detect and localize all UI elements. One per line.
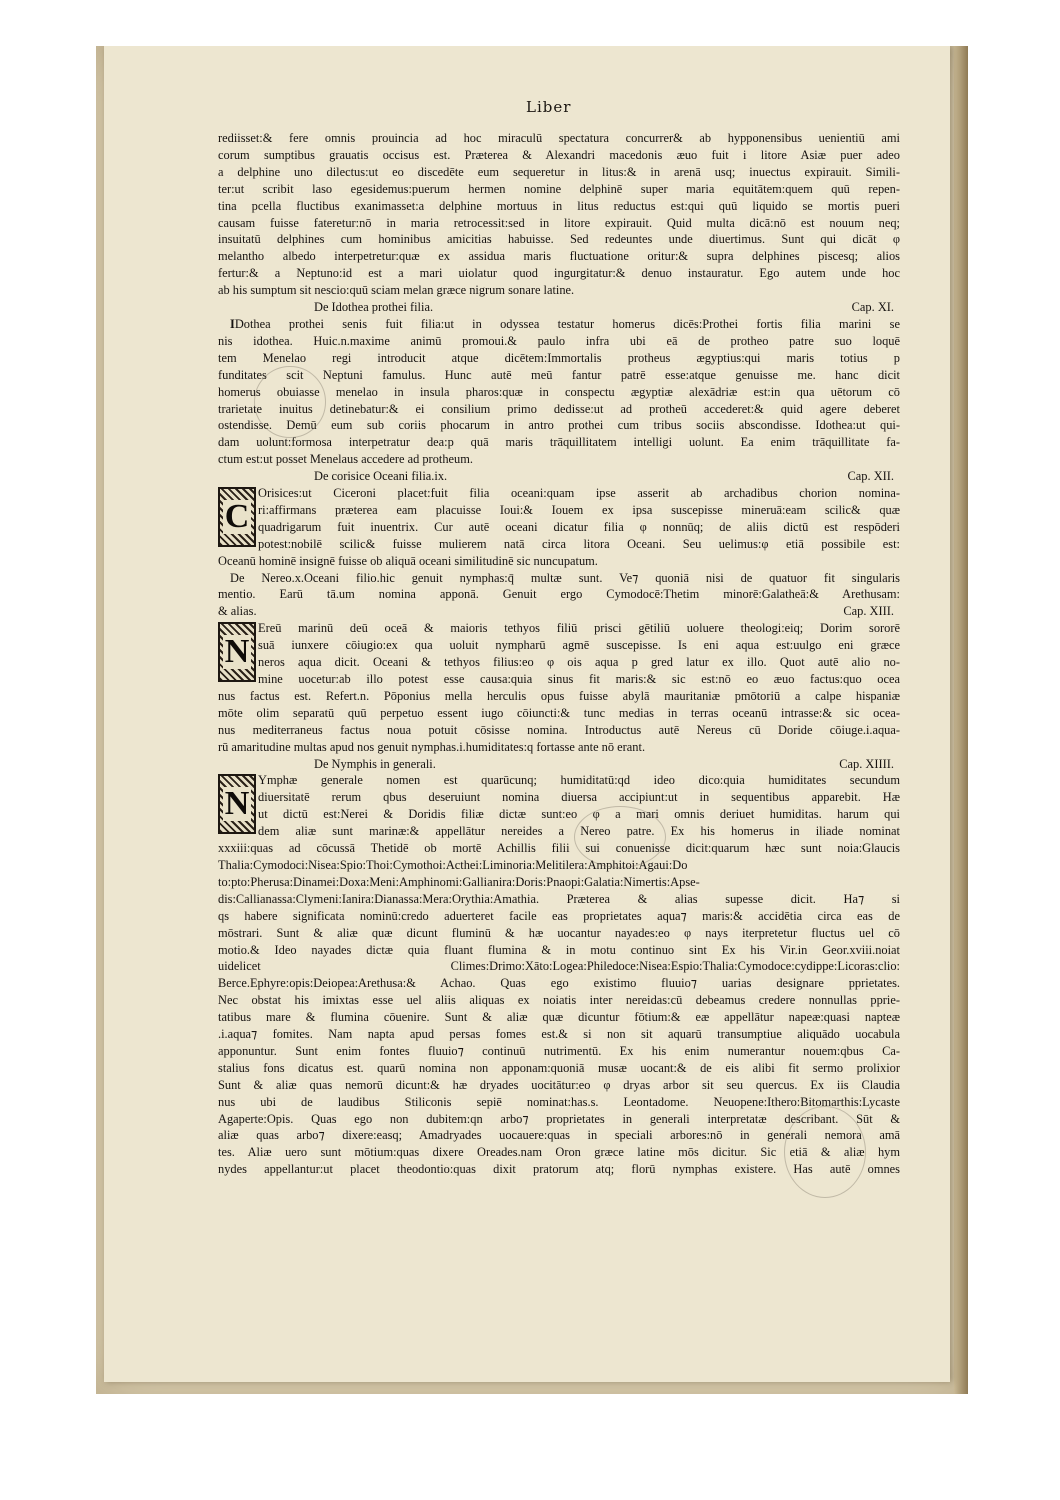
section-corisice xyxy=(218,485,900,620)
text-line: Nec obstat his imixtas esse uel aliis aliquas ex noiatis inter nereidas:cū debeamus credere nonnullas pprie- xyxy=(218,993,900,1008)
text-line: homerus obuiasse menelao in insula pharos:quæ in conspectu ægyptiæ alexādriæ est:in qua uētorum cō xyxy=(218,384,900,399)
text-line: causam fuisse fateretur:nō in maria retrocessit:sed in litore expirauit. Quid multa dicā:nō est nouum neq; xyxy=(218,215,900,230)
text-line: ostendisse. Demū eum sub coriis phocarum in antro prothei cum tribus sociis abscondisse. Idothea:ut qui- xyxy=(218,418,900,433)
text-line: motio.& Ideo nayades dictæ quia fluant flumina & in motu continuo sint Ex his Vir.in Geor.xviii.noiat xyxy=(218,942,900,957)
text-line: nus mediterraneus factus noua potuit cōsisse nomina. Introductus autē Nereus cū Doride cōiuge.i.aqua- xyxy=(218,722,900,737)
initial-letter: N xyxy=(224,633,250,671)
section-heading-nymphs xyxy=(218,756,900,773)
text-line: Agaperte:Opis. Quas ego non dubitem:qn arbo⁊ proprietates in generali interpretatæ describant. Sūt & xyxy=(218,1111,900,1126)
text-line: mine uocetur:ab illo potest esse causa:quia sinus fit maris:& sic est:nō eo æuo factus:quo ocea xyxy=(258,672,900,686)
chapter-number: Cap. XIIII. xyxy=(839,756,894,771)
text-line: mōstrari. Sunt & aliæ quæ dicunt fluminū & hæ uocantur nayades:eo φ nays iterpretetur fluctus uel cō xyxy=(218,925,900,940)
section-nereus xyxy=(218,620,900,755)
decorated-initial xyxy=(218,774,256,834)
section-title: De corisice Oceani filia.ix. xyxy=(314,469,448,484)
decorated-initial xyxy=(218,622,256,682)
initial-letter: C xyxy=(224,498,250,536)
text-line: corum sumptibus grauatis occisus est. Præterea & Alexandri macedonis æuo fuit i litore Asiæ puer adeo xyxy=(218,147,900,162)
text-line: dam uolunt:formosa interpetratur dea:p quā maris trāquillitatem intelligi uolunt. Ea enim trāquillitate fa- xyxy=(218,435,900,450)
text-line: tem Menelao regi introducit atque dicētem:Immortalis protheus ægyptius:qui maris totius p xyxy=(218,350,900,365)
text-line: funditates scit Neptuni famulus. Hunc autē meū fantur patrē esse:atque genuisse me. hanc dicit xyxy=(218,367,900,382)
text-line: nus factus est. Refert.n. Pōponius mella herculis opus fuisse abylā mauritaniæ pmōtoriū a calpe hispaniæ xyxy=(218,688,900,703)
text-line: tina pcella fluctibus exanimasset:a delphine mortuus in litus reductus est:qui quū liquido se mortis pueri xyxy=(218,198,900,213)
text-line: suā iunxere cōiugio:ex qua uoluit nympharū agmē suscepisse. Is eni aqua est:uulgo eni græce xyxy=(258,638,900,653)
text-line: a delphine uno dilectus:ut eo discedēte eum sequeretur in litus:& in arenā usq; inuectus expirauit. Simili- xyxy=(218,164,900,179)
section-heading-nereus xyxy=(218,603,900,620)
text-line: mentio. Earū tā.um nomina apponā. Genuit ergo Cymodocē:Thetim minorē:Galatheā:& Arethusam: xyxy=(218,587,900,602)
chapter-number: Cap. XII. xyxy=(847,469,894,484)
initial-letter: N xyxy=(224,785,250,823)
text-line: ter:ut scribit laso egesidemus:puerum hermen nomine delphinē super maria equitātem:quem quū repen- xyxy=(218,181,900,196)
section-title: De Nymphis in generali. xyxy=(314,756,436,771)
chapter-number: Cap. XI. xyxy=(851,300,894,315)
text-block xyxy=(218,130,900,1178)
text-line: mōte olim separatū quū perpetuo essent iugo cōiuncti:& tunc medias in terras oceanū intrasse:& sic ocea- xyxy=(218,705,900,720)
text-line: Berce.Ephyre:opis:Deiopea:Arethusa:& Achao. Quas ego existimo fluuio⁊ uarias designare pprietates. xyxy=(218,976,900,991)
text-line: qs habere significata nominū:credo aduerteret facile eas proprietates aqua⁊ maris:& accidētia circa eas de xyxy=(218,908,900,923)
text-line: stalius fons dicatus est. quarū nomina non apponam:quoniā musæ uocant:& de eis alibi fit sermo prolixior xyxy=(218,1060,900,1075)
text-line: tes. Aliæ uero sunt mōtium:quas dixere Oreades.nam Oron græce latine mōs dicitur. Sic etiā & aliæ hym xyxy=(218,1145,900,1160)
text-line: Orisices:ut Ciceroni placet:fuit filia oceani:quam ipse asserit ab archadibus chorion nomina- xyxy=(258,486,900,501)
text-line: Sunt & aliæ quas nemorū dicunt:& hæ dryades uocitātur:eo φ dryas arbor sit seu quercus. Ex iis Claudia xyxy=(218,1077,900,1092)
text-line: trarietate inuitus detinebatur:& ei consilium primo dedisse:ut ad protheū accederet:& quid agere deberet xyxy=(218,401,900,416)
text-line: tatibus mare & flumina cōuenire. Sunt & aliæ quæ dicuntur fōtium:& eæ appellātur napeæ:quasi napteæ xyxy=(218,1010,900,1025)
chapter-number: Cap. XIII. xyxy=(843,604,894,619)
scanned-book-page xyxy=(96,46,968,1394)
text-line: Oceanū hominē insignē fuisse ob aliquā oceani similitudinē sic nuncupatum. xyxy=(218,553,598,568)
section-heading-corisice xyxy=(218,468,900,485)
text-line: apponuntur. Sunt enim fontes fluuio⁊ continuū nutrimentū. Ex his enim numerantur nouem:qbus Ca- xyxy=(218,1043,900,1058)
continuation-paragraph xyxy=(218,130,900,299)
text-line: xxxiii:quas ad cōcussā Thetidē ob mortē Achillis filii sui conuenisse dicit:quarum hæc sunt noia:Glaucis xyxy=(218,841,900,856)
text-line: melantho albedo interpetretur:quæ ex assidua maris fluctuatione oritur:& supra delphines piscesq; alios xyxy=(218,249,900,264)
text-line: uidelicet Climes:Drimo:Xāto:Logea:Philedoce:Nisea:Espio:Thalia:Cymodoce:cydippe:Licoras:clio: xyxy=(218,959,900,974)
text-line: insuitatū delphines cum hominibus amicitias habuisse. Sed redeuntes unde diuertimus. Sunt qui dicāt φ xyxy=(218,232,900,247)
text-line: fertur:& a Neptuno:id est a mari uiolatur quod ingurgitatur:& denuo instauratur. Ego autem unde hoc xyxy=(218,266,900,281)
text-line: ab his sumptum sit nescio:quū sciam melan græce nigrum sonare latine. xyxy=(218,283,575,298)
text-line: aliæ quas arbo⁊ dixere:easq; Amadryades uocauere:quas in speciali arbores:nō in generali nemora amā xyxy=(218,1128,900,1143)
page-edge-shadow xyxy=(954,46,968,1394)
text-line: De Nereo.x.Oceani filio.hic genuit nymphas:q̄ multæ sunt. Ve⁊ quoniā nisi de quatuor fit singularis xyxy=(230,570,900,585)
text-line: diuersitatē rerum qbus deseruiunt nomina diuersa accipiunt:ut in sequentibus apparebit. Hæ xyxy=(258,790,900,805)
initial-letter: I xyxy=(230,316,235,331)
section-title: De Idothea prothei filia. xyxy=(314,300,434,315)
library-stamp-mark xyxy=(254,366,326,438)
text-line: nis idothea. Huic.n.maxime animū promoui.& paulo infra ubi eā de protheo patre suo loquē xyxy=(218,333,900,348)
text-line: .i.aqua⁊ fomites. Nam napta apud persas fomes est.& si non sit aquarū transumptiue aliquādo uocabula xyxy=(218,1027,900,1042)
text-line: neros aqua dicit. Oceani & tethyos filius:eo φ ois aqua p gred latur ex illo. Quot autē alio no- xyxy=(258,655,900,670)
text-line: rediisset:& fere omnis prouincia ad hoc miraculū spectatura concurrer& ab hypponensibus uenientiū ami xyxy=(218,131,900,145)
text-line: ri:affirmans præterea eam placuisse Ioui:& Iouem ex ipsa suscepisse mineruā:eam scilic& quæ xyxy=(258,502,900,517)
text-line: rū amaritudine multas apud nos genuit nymphas.i.humiditates:q fortasse ante nō erant. xyxy=(218,739,646,754)
section-heading-idothea xyxy=(218,299,900,316)
text-line: nydes appellantur:ut placet theodontio:quas dixit pratorum atq; florū nymphas existere. Has autē omnes xyxy=(218,1162,900,1177)
running-head: Liber xyxy=(526,98,572,116)
text-line-content: Dothea prothei senis fuit filia:ut in odyssea testatur homerus dicēs:Prothei fortis filia marini se xyxy=(234,316,900,331)
paper-leaf xyxy=(104,46,950,1382)
text-line: Ymphæ generale nomen est quarūcunq; humiditatū:qd ideo dico:quia humiditates secundum xyxy=(258,773,900,788)
text-line: Thalia:Cymodoci:Nisea:Spio:Thoi:Cymothoi:Acthei:Liminoria:Melitilera:Amphitoi:Agaui:Do xyxy=(218,857,688,872)
text-line: potest:nobilē scilic& fuisse mulierem natā circa litora Oceani. Seu uelimus:φ etiā possibile est: xyxy=(258,536,900,551)
library-stamp-mark xyxy=(574,806,666,868)
text-line: nus ubi de laudibus Stiliconis sepiē nominat:has.s. Leontadome. Neuopene:Ithero:Bitomarthis:Lycaste xyxy=(218,1094,900,1109)
decorated-initial xyxy=(218,487,256,547)
text-line: ctum est:ut posset Menelaus accedere ad protheum. xyxy=(218,452,473,467)
text-line: quadrigarum fuit inuentrix. Cur autē oceani dicatur filia φ nonnūq; de aliis dictū est respōderi xyxy=(258,519,900,534)
text-line: dem aliæ sunt marinæ:& appellātur nereides a Nereo patre. Ex his homerus in iliade nominat xyxy=(258,824,900,839)
text-line xyxy=(218,316,900,333)
text-line: ut dictū est:Nerei & Doridis filiæ dictæ sunt:eo φ a mari omnis deriuet humiditas. harum qui xyxy=(258,807,900,822)
text-line: dis:Callianassa:Clymeni:Ianira:Dianassa:Mera:Orythia:Amathia. Præterea & alias supesse dicit. Ha⁊ si xyxy=(218,891,900,906)
text-line: & alias. xyxy=(218,604,257,619)
text-line: to:pto:Pherusa:Dinamei:Doxa:Meni:Amphinomi:Gallianira:Doris:Pnaopi:Galatia:Nimertis:Apse- xyxy=(218,874,700,889)
text-line: Ereū marinū deū oceā & maioris tethyos filiū prisci gētiliū uoluere theologi:eiq; Dorim sororē xyxy=(258,621,900,636)
library-stamp-mark xyxy=(784,1106,866,1198)
